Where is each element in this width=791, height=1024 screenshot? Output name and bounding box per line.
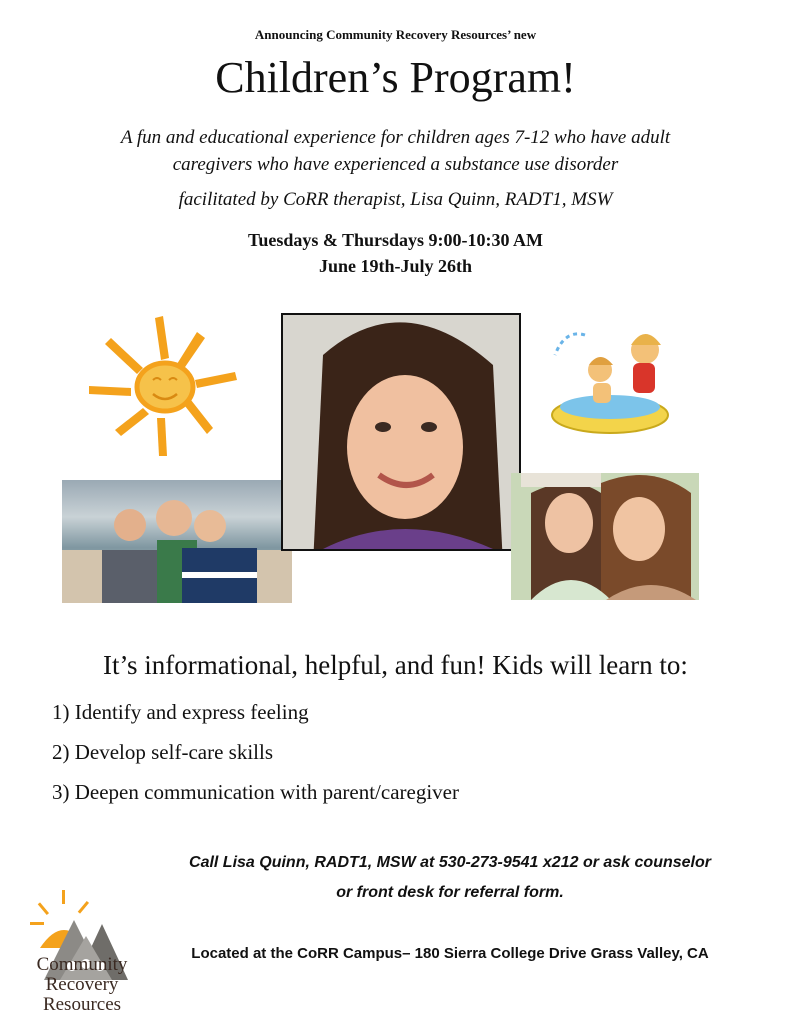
schedule — [0, 227, 791, 279]
location-text: Located at the CoRR Campus– 180 Sierra College Drive Grass Valley, CA — [191, 945, 709, 962]
facilitator-text: facilitated by CoRR therapist, Lisa Quinn, RADT1, MSW — [178, 189, 613, 210]
logo-line-1: Community — [36, 954, 128, 975]
logo-line-3: Resources — [42, 994, 122, 1015]
description-line-1: A fun and educational experience for children ages 7-12 who have adult — [120, 127, 671, 148]
learn-heading: It’s informational, helpful, and fun! Kids will learn to: — [103, 650, 688, 680]
description-line-2: caregivers who have experienced a substance use disorder — [172, 154, 619, 175]
contact-instructions — [150, 848, 750, 908]
father-and-sons-photo — [62, 480, 292, 603]
learn-item-2: 2) Develop self-care skills — [52, 740, 274, 764]
schedule-days: Tuesdays & Thursdays 9:00-10:30 AM — [247, 230, 544, 250]
contact-line-2: or front desk for referral form. — [336, 884, 564, 901]
learn-item-3: 3) Deepen communication with parent/caregiver — [52, 780, 459, 804]
kids-pool-illustration — [545, 315, 675, 445]
logo-line-2: Recovery — [45, 974, 119, 995]
smiling-girl-photo — [281, 313, 521, 551]
schedule-dates: June 19th-July 26th — [318, 256, 473, 276]
contact-line-1: Call Lisa Quinn, RADT1, MSW at 530-273-9541 x212 or ask counselor — [189, 854, 711, 871]
sun-illustration — [85, 310, 245, 460]
program-description — [60, 124, 731, 178]
announcement-text: Announcing Community Recovery Resources’ new — [254, 27, 537, 42]
learn-item-1: 1) Identify and express feeling — [52, 700, 309, 724]
page-title: Children’s Program! — [215, 53, 576, 102]
logo-wordmark — [18, 955, 146, 1015]
mother-and-daughter-photo — [511, 473, 699, 600]
